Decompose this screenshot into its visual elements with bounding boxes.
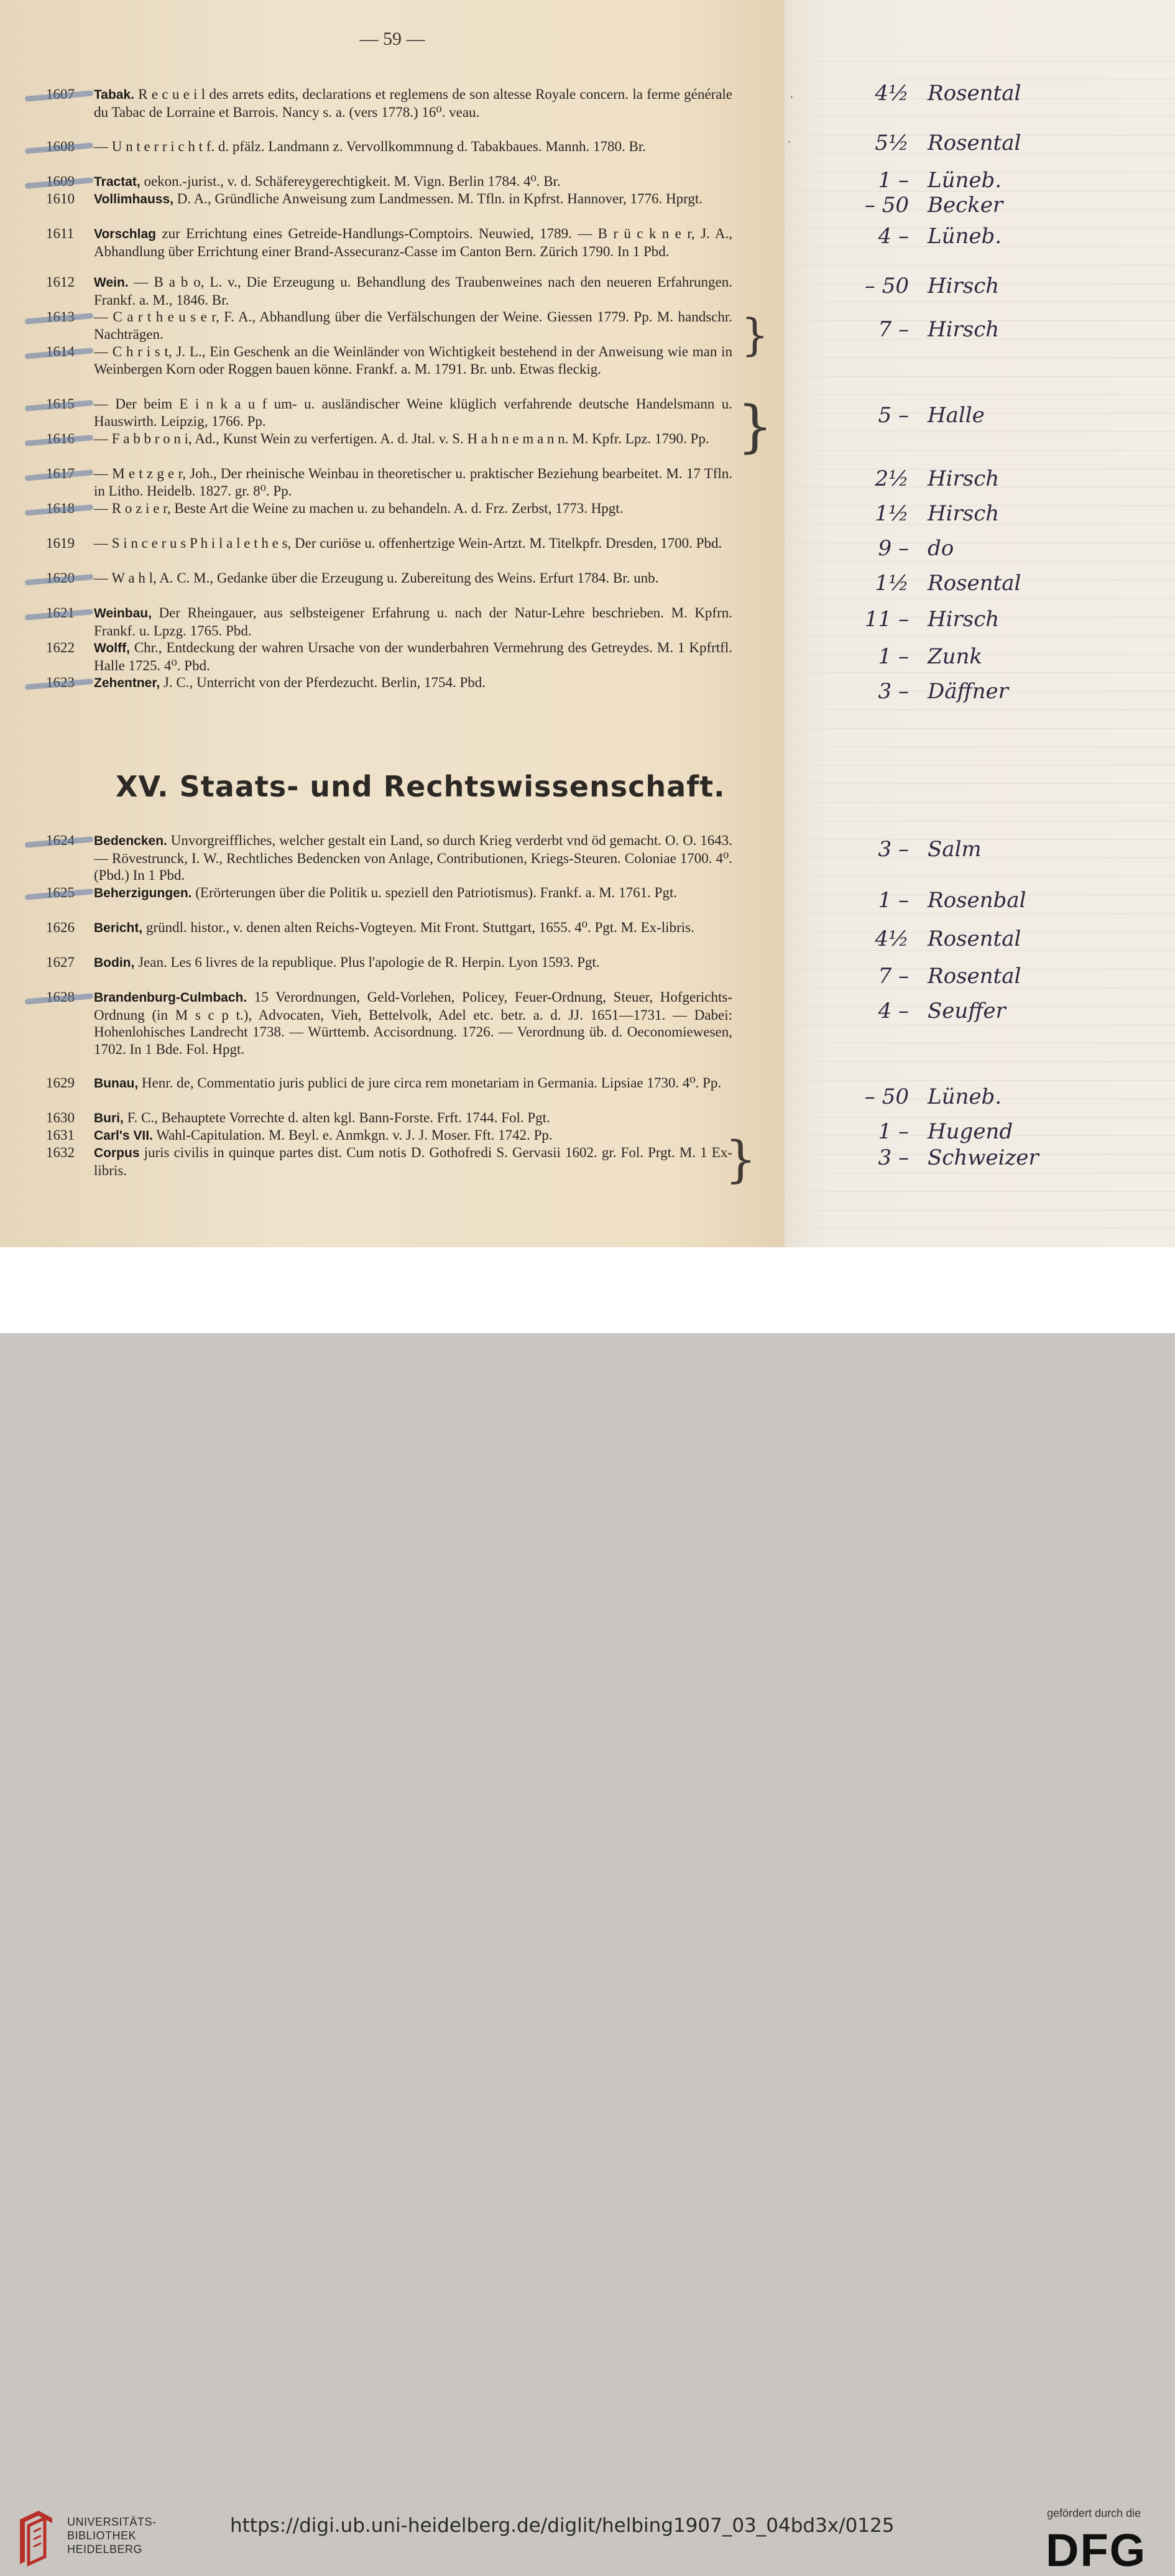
entry-text <box>94 225 732 260</box>
entry-description: — R o z i e r, Beste Art die Weine zu machen u. zu behandeln. A. d. Frz. Zerbst, 1773. Hpgt. <box>94 501 624 516</box>
annotation-page <box>785 0 1175 1247</box>
price-amount: 2½ <box>875 466 909 491</box>
catalog-entry <box>46 989 732 1058</box>
buyer-name: Seuffer <box>928 999 1006 1023</box>
ruled-line <box>785 1210 1175 1211</box>
price-amount: 4½ <box>875 926 909 951</box>
viewer-footer <box>0 1247 1175 2576</box>
entry-text <box>94 639 732 674</box>
entry-text <box>94 832 732 884</box>
handwritten-annotation <box>834 837 982 862</box>
entry-text <box>94 1109 732 1127</box>
entry-description: — C h r i s t, J. L., Ein Geschenk an die Weinländer von Wichtigkeit bestehend in der Anweisung wie man in Weinbergen Korn oder Roggen bauen könne. Frankf. a. M. 1791. Br. unb. Etwas fleckig. <box>94 344 732 377</box>
buyer-name: Rosental <box>928 964 1021 989</box>
entry-keyword: Buri, <box>94 1111 124 1125</box>
catalog-entry <box>46 173 732 191</box>
ruled-line <box>785 394 1175 395</box>
ruled-line <box>785 1117 1175 1118</box>
entry-description: Jean. Les 6 livres de la republique. Plus l'apologie de R. Herpin. Lyon 1593. Pgt. <box>134 954 600 970</box>
price-amount: 7 – <box>878 317 909 342</box>
price-amount: – 50 <box>864 193 909 218</box>
price-amount: 3 – <box>878 679 909 704</box>
ruled-line <box>785 116 1175 117</box>
entry-keyword: Wolff, <box>94 641 130 655</box>
entry-description: — B a b o, L. v., Die Erzeugung u. Behandlung des Traubenweines nach den neueren Erfahrungen. Frankf. a. M., 1846. Br. <box>94 274 732 308</box>
handwritten-annotation <box>834 501 999 526</box>
catalog-entry <box>46 1127 732 1145</box>
entry-description: Henr. de, Commentatio juris publici de jure circa rem monetariam in Germania. Lipsiae 1730. 4⁰. Pp. <box>138 1075 722 1091</box>
buyer-name: Rosental <box>928 926 1021 951</box>
price-amount: 1 – <box>878 888 909 913</box>
ruled-line <box>785 561 1175 562</box>
entry-text <box>94 190 732 208</box>
buyer-name: Lüneb. <box>928 1084 1002 1109</box>
price-amount: 3 – <box>878 1145 909 1170</box>
handwritten-annotation <box>834 131 1021 155</box>
entry-description: — M e t z g e r, Joh., Der rheinische Weinbau in theoretischer u. praktischer Beziehung bearbeitet. M. 17 Tfln. in Litho. Heidelb. 1827. gr. 8⁰. Pp. <box>94 466 732 499</box>
entry-description: — U n t e r r i c h t f. d. pfälz. Landmann z. Vervollkommnung d. Tabakbaues. Mannh. 1780. Br. <box>94 139 646 154</box>
handwritten-annotation <box>834 81 1021 106</box>
lot-number: 1630 <box>46 1110 75 1125</box>
entry-text <box>94 604 732 639</box>
price-amount: 1½ <box>875 501 909 526</box>
buyer-name: Rosental <box>928 571 1021 596</box>
price-amount: 7 – <box>878 964 909 989</box>
entry-keyword: Weinbau, <box>94 606 152 621</box>
handwritten-annotation <box>834 926 1021 951</box>
buyer-name: Däffner <box>928 679 1008 704</box>
catalog-entry <box>46 604 732 639</box>
handwritten-annotation <box>834 193 1003 218</box>
ruled-line <box>785 635 1175 636</box>
entry-description: — W a h l, A. C. M., Gedanke über die Erzeugung u. Zubereitung des Weins. Erfurt 1784. Br. unb. <box>94 570 659 586</box>
lot-number: 1627 <box>46 954 75 970</box>
entry-text <box>94 535 732 552</box>
handwritten-annotation <box>834 607 999 632</box>
funder-label: gefördert durch die <box>1047 2507 1141 2519</box>
entry-text <box>94 989 732 1058</box>
logo-line-3: HEIDELBERG <box>67 2543 143 2555</box>
scanned-page <box>0 0 1175 1247</box>
entry-text <box>94 274 732 308</box>
logo-line-2: BIBLIOTHEK <box>67 2529 137 2542</box>
catalog-entry <box>46 138 732 155</box>
entry-description: — C a r t h e u s e r, F. A., Abhandlung über die Verfälschungen der Weine. Giessen 1779. Pp. M. handschr. Nachträgen. <box>94 309 732 342</box>
catalog-entry <box>46 1074 732 1092</box>
pencil-tick: · <box>787 136 791 149</box>
lot-number: 1626 <box>46 920 75 935</box>
price-amount: 4 – <box>878 999 909 1023</box>
ruled-line <box>785 802 1175 803</box>
handwritten-annotation <box>834 1145 1039 1170</box>
section-heading: XV. Staats- und Rechtswissenschaft. <box>116 770 726 803</box>
catalog-entry <box>46 225 732 260</box>
entry-keyword: Vollimhauss, <box>94 192 173 206</box>
university-library-logo[interactable] <box>14 2507 58 2569</box>
entry-description: zur Errichtung eines Getreide-Handlungs-Comptoirs. Neuwied, 1789. — B r ü c k n e r, J. A., Abhandlung über Errichtung einer Brand-Assecuranz-Casse im Canton Bern. Zürich 1790. In 1 Pbd. <box>94 226 732 259</box>
entry-keyword: Bericht, <box>94 921 143 935</box>
catalog-entry <box>46 86 732 121</box>
catalog-entry <box>46 500 732 517</box>
buyer-name: Rosental <box>928 81 1021 106</box>
price-amount: 11 – <box>864 607 909 632</box>
price-amount: 4 – <box>878 224 909 249</box>
catalog-entry <box>46 570 732 587</box>
price-amount: – 50 <box>864 1084 909 1109</box>
catalog-entry <box>46 884 732 902</box>
catalog-entry <box>46 535 732 552</box>
catalog-entry <box>46 919 732 937</box>
buyer-name: Rosental <box>928 131 1021 155</box>
entry-description: (Erörterungen über die Politik u. speziell den Patriotismus). Frankf. a. M. 1761. Pgt. <box>191 885 678 900</box>
buyer-name: Hirsch <box>928 274 1000 298</box>
entry-keyword: Carl's VII. <box>94 1129 153 1143</box>
ruled-line <box>785 1061 1175 1062</box>
dfg-logo[interactable]: DFG <box>1046 2524 1147 2576</box>
handwritten-annotation <box>834 999 1006 1023</box>
entry-description: J. C., Unterricht von der Pferdezucht. Berlin, 1754. Pbd. <box>160 675 486 690</box>
handwritten-annotation <box>834 644 982 669</box>
entry-description: — F a b b r o n i, Ad., Kunst Wein zu verfertigen. A. d. Jtal. v. S. H a h n e m a n n. M. Kpfr. Lpz. 1790. Pp. <box>94 431 709 446</box>
entry-text <box>94 500 732 517</box>
buyer-name: do <box>928 536 954 561</box>
entry-description: Wahl-Capitulation. M. Beyl. e. Anmkgn. v. J. J. Moser. Fft. 1742. Pp. <box>152 1127 553 1143</box>
entry-description: gründl. histor., v. denen alten Reichs-Vogteyen. Mit Front. Stuttgart, 1655. 4⁰. Pgt. M. Ex-libris. <box>142 920 694 935</box>
entry-text <box>94 308 732 343</box>
entry-description: D. A., Gründliche Anweisung zum Landmessen. M. Tfln. in Kpfrst. Hannover, 1776. Hprgt. <box>173 191 703 206</box>
price-amount: 4½ <box>875 81 909 106</box>
buyer-name: Hirsch <box>928 317 1000 342</box>
entry-description: Unvorgreiffliches, welcher gestalt ein Land, so durch Krieg verderbt vnd öd gemacht. O. O. 1643. — Rövestrunck, I. W., Rechtliches Bedencken von Anlage, Contributionen, Kriegs-Steuren. Coloniae 1700. 4⁰. (Pbd.) In 1 Pbd. <box>94 833 732 884</box>
buyer-name: Hirsch <box>928 466 1000 491</box>
entry-keyword: Tractat, <box>94 175 141 189</box>
entry-text <box>94 884 732 902</box>
entry-keyword: Corpus <box>94 1146 140 1160</box>
catalog-entry <box>46 674 732 692</box>
ruled-line <box>785 598 1175 599</box>
pencil-tick: · <box>790 91 794 104</box>
catalog-entry <box>46 430 732 448</box>
catalog-page <box>0 0 785 1247</box>
brace-1613-1614: } <box>741 310 769 361</box>
brace-1615-1616: } <box>737 394 773 459</box>
entry-text <box>94 1144 732 1179</box>
entry-text <box>94 919 732 937</box>
lot-number: 1612 <box>46 274 75 290</box>
handwritten-annotation <box>834 571 1021 596</box>
handwritten-annotation <box>834 466 999 491</box>
catalog-entry <box>46 832 732 884</box>
entry-keyword: Zehentner, <box>94 676 160 690</box>
handwritten-annotation <box>834 403 985 428</box>
catalog-entry <box>46 639 732 674</box>
buyer-name: Hirsch <box>928 501 1000 526</box>
entry-text <box>94 1074 732 1092</box>
entry-text <box>94 465 732 499</box>
buyer-name: Zunk <box>928 644 983 669</box>
handwritten-annotation <box>834 679 1008 704</box>
lot-number: 1631 <box>46 1127 75 1143</box>
ruled-line <box>785 1191 1175 1192</box>
catalog-entry <box>46 274 732 308</box>
price-amount: 5 – <box>878 403 909 428</box>
ruled-line <box>785 876 1175 877</box>
ruled-line <box>785 672 1175 673</box>
price-amount: 9 – <box>878 536 909 561</box>
buyer-name: Becker <box>928 193 1003 218</box>
price-amount: 1 – <box>878 168 909 193</box>
logo-line-1: UNIVERSITÄTS- <box>67 2516 157 2528</box>
entry-text <box>94 173 732 191</box>
catalog-entry <box>46 1144 732 1179</box>
handwritten-annotation <box>834 1119 1013 1144</box>
entry-description: — S i n c e r u s P h i l a l e t h e s, Der curiöse u. offenhertzige Wein-Artzt. M. Titelkpfr. Dresden, 1700. Pbd. <box>94 535 722 551</box>
lot-number: 1619 <box>46 535 75 551</box>
handwritten-annotation <box>834 536 954 561</box>
buyer-name: Schweizer <box>928 1145 1039 1170</box>
entry-keyword: Bedencken. <box>94 834 167 848</box>
ruled-line <box>785 709 1175 710</box>
entry-description: juris civilis in quinque partes dist. Cum notis D. Gothofredi S. Gervasii 1602. gr. Fol. Prgt. M. 1 Ex-libris. <box>94 1145 732 1178</box>
price-amount: 1 – <box>878 644 909 669</box>
entry-keyword: Brandenburg-Culmbach. <box>94 990 247 1005</box>
entry-text <box>94 954 732 972</box>
entry-text <box>94 395 732 430</box>
price-amount: 1 – <box>878 1119 909 1144</box>
lot-number: 1629 <box>46 1075 75 1091</box>
handwritten-annotation <box>834 224 1002 249</box>
price-amount: – 50 <box>864 274 909 298</box>
entry-description: F. C., Behauptete Vorrechte d. alten kgl. Bann-Forste. Frft. 1744. Fol. Pgt. <box>123 1110 550 1125</box>
catalog-entry <box>46 308 732 343</box>
catalog-entry <box>46 190 732 208</box>
entry-text <box>94 138 732 155</box>
permalink-url[interactable]: https://digi.ub.uni-heidelberg.de/diglit/helbing1907_03_04bd3x/0125 <box>230 2514 895 2537</box>
entry-text <box>94 570 732 587</box>
entry-keyword: Wein. <box>94 275 129 290</box>
handwritten-annotation <box>834 888 1026 913</box>
catalog-entry <box>46 395 732 430</box>
price-amount: 5½ <box>875 131 909 155</box>
entry-description: R e c u e i l des arrets edits, declarations et reglemens de son altesse Royale concern. la ferme générale du Tabac de Lorraine et Barrois. Nancy s. a. (vers 1778.) 16⁰. veau. <box>94 86 732 120</box>
entry-keyword: Vorschlag <box>94 227 156 241</box>
buyer-name: Lüneb. <box>928 224 1002 249</box>
handwritten-annotation <box>834 168 1002 193</box>
buyer-name: Hirsch <box>928 607 1000 632</box>
buyer-name: Rosenbal <box>928 888 1026 913</box>
brace-1631-1632: } <box>725 1130 757 1188</box>
catalog-entry <box>46 1109 732 1127</box>
ruled-line <box>785 61 1175 62</box>
ruled-line <box>785 1228 1175 1229</box>
lot-number: 1611 <box>46 226 75 241</box>
page-number: — 59 — <box>359 29 425 49</box>
buyer-name: Halle <box>928 403 985 428</box>
price-amount: 3 – <box>878 837 909 862</box>
entry-keyword: Bunau, <box>94 1076 139 1091</box>
price-amount: 1½ <box>875 571 909 596</box>
entry-text <box>94 430 732 448</box>
ruled-line <box>785 728 1175 729</box>
lot-number: 1610 <box>46 191 75 206</box>
handwritten-annotation <box>834 1084 1002 1109</box>
entry-text <box>94 674 732 692</box>
buyer-name: Hugend <box>928 1119 1013 1144</box>
buyer-name: Lüneb. <box>928 168 1002 193</box>
entry-text <box>94 86 732 121</box>
entry-description: Der Rheingauer, aus selbsteigener Erfahrung u. nach der Natur-Lehre beschrieben. M. Kpfrn. Frankf. u. Lpzg. 1765. Pbd. <box>94 605 732 639</box>
ruled-line <box>785 450 1175 451</box>
entry-text <box>94 1127 732 1145</box>
ruled-line <box>785 783 1175 784</box>
handwritten-annotation <box>834 317 999 342</box>
catalog-entry <box>46 954 732 972</box>
entry-description: Chr., Entdeckung der wahren Ursache von der wunderbahren Vermehrung des Getreydes. M. 1 Kpfrtfl. Halle 1725. 4⁰. Pbd. <box>94 640 732 673</box>
entry-description: — Der beim E i n k a u f um- u. ausländischer Weine klüglich verfahrende deutsche Handelsmann u. Hauswirth. Leipzig, 1766. Pp. <box>94 396 732 429</box>
catalog-entry <box>46 343 732 377</box>
ruled-line <box>785 913 1175 914</box>
entry-keyword: Bodin, <box>94 956 135 970</box>
entry-description: 15 Verordnungen, Geld-Vorlehen, Policey, Feuer-Ordnung, Steuer, Hofgerichts-Ordnung (in M s c p t.), Advocaten, Vieh, Bettelvolk, Adel etc. betr. a. d. JJ. 1651—1731. — Dabei: Hohenlohisches Landrecht 1738. — Württemb. Accisordnung. 1726. — Verordnung üb. d. Oeconomiewesen, 1702. In 1 Bde. Fol. Hpgt. <box>94 989 732 1058</box>
entry-description: oekon.-jurist., v. d. Schäfereygerechtigkeit. M. Vign. Berlin 1784. 4⁰. Br. <box>140 173 561 189</box>
handwritten-annotation <box>834 964 1021 989</box>
ruled-line <box>785 376 1175 377</box>
handwritten-annotation <box>834 274 999 298</box>
lot-number: 1632 <box>46 1145 75 1160</box>
entry-keyword: Beherzigungen. <box>94 886 192 900</box>
buyer-name: Salm <box>928 837 982 862</box>
entry-text <box>94 343 732 377</box>
entry-keyword: Tabak. <box>94 88 134 102</box>
lot-number: 1622 <box>46 640 75 655</box>
catalog-entry <box>46 465 732 499</box>
ruled-line <box>785 1080 1175 1081</box>
